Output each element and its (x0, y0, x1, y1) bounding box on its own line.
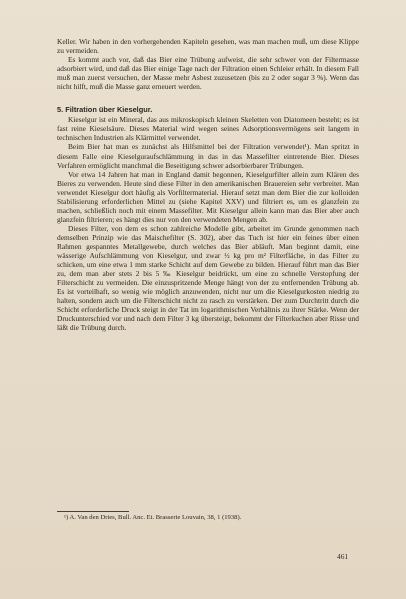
page-number: 461 (337, 552, 349, 561)
paragraph: Dieses Filter, von dem es schon zahlreiche Modelle gibt, arbeitet im Grunde genommen nach demselben Prinzip wie das Maischefilter (S. 302), aber das Tuch ist hier ein feines über einen Rahmen gespanntes Metallgewebe, durch welches das Bier abläuft. Man beginnt damit, eine wässerige Aufschlämmung von Kieselgur, und zwar ½ kg pro m² Filterfläche, in das Filter zu schicken, um eine etwa 1 mm starke Schicht auf dem Gewebe zu bilden. Hierauf führt man das Bier zu, dem man aber stets 2 bis 5 ‰ Kieselgur beidrückt, um eine zu schnelle Verstopfung der Filterschicht zu vermeiden. Die einzuspritzende Menge hängt von der zu entfernenden Trübung ab. Es ist vorteilhaft, so wenig wie möglich anzuwenden, nicht nur um die Kieselgurkosten niedrig zu halten, sondern auch um die Filterschicht nicht zu rasch zu verstärken. Der zum Durchtritt durch die Schicht erforderliche Druck steigt in der Tat im logarithmischen Verhältnis zu ihrer Stärke. Wenn der Druckunterschied vor und nach dem Filter 3 kg übersteigt, bekommt der Filterkuchen aber Risse und läßt die Trübung durch. (57, 223, 359, 333)
body-text (57, 37, 359, 332)
footnote-rule (57, 511, 129, 512)
section-heading: 5. Filtration über Kieselgur. (57, 105, 153, 115)
footnote: ¹) A. Van den Dries, Bull. Anc. Et. Brasserie Louvain, 38, 1 (1938). (64, 514, 242, 521)
paragraph: Vor etwa 14 Jahren hat man in England damit begonnen, Kieselgurfilter allein zum Klären des Bieres zu verwenden. Heute sind diese Filter in den amerikanischen Brauereien sehr verbreitet. Man verwendet Kieselgur dort häufig als Vorfiltermaterial. Hierauf setzt man dem Bier die zur kolloiden Stabilisierung erforderlichen Mittel zu (siehe Kapitel XXV) und filtriert es, um es glanzfein zu machen, schließlich noch mit einem Massefilter. Mit Kieselgur allein kann man das Bier aber auch glanzfein filtrieren; es hängt dies nur von den verwendeten Mengen ab. (57, 169, 359, 224)
paragraph: Keller. Wir haben in den vorhergehenden Kapiteln gesehen, was man machen muß, um diese Klippe zu vermeiden. (57, 37, 359, 56)
paragraph: Es kommt auch vor, daß das Bier eine Trübung aufweist, die sehr schwer von der Filtermasse adsorbiert wird, und daß das Bier einige Tage nach der Filtration einen Schleier erhält. In diesem Fall muß man zuerst versuchen, der Masse mehr Asbest zuzusetzen (bis zu 2 oder sogar 3 %). Wenn das nicht hilft, muß die Masse ganz erneuert werden. (57, 55, 359, 92)
paragraph: Beim Bier hat man es zunächst als Hilfsmittel bei der Filtration verwendet¹). Man spritzt in diesem Falle eine Kieselguraufschlämmung in das in das Massefilter eintretende Bier. Dieses Verfahren ermöglicht manchmal die Beseitigung schwer adsorbierbarer Trübungen. (57, 142, 359, 170)
paragraph: Kieselgur ist ein Mineral, das aus mikroskopisch kleinen Skeletten von Diatomeen besteht; es ist fast reine Kieselsäure. Dieses Material wird wegen seines Adsorptionsvermögens seit langem in technischen Industrien als Klärmittel verwendet. (57, 115, 359, 143)
